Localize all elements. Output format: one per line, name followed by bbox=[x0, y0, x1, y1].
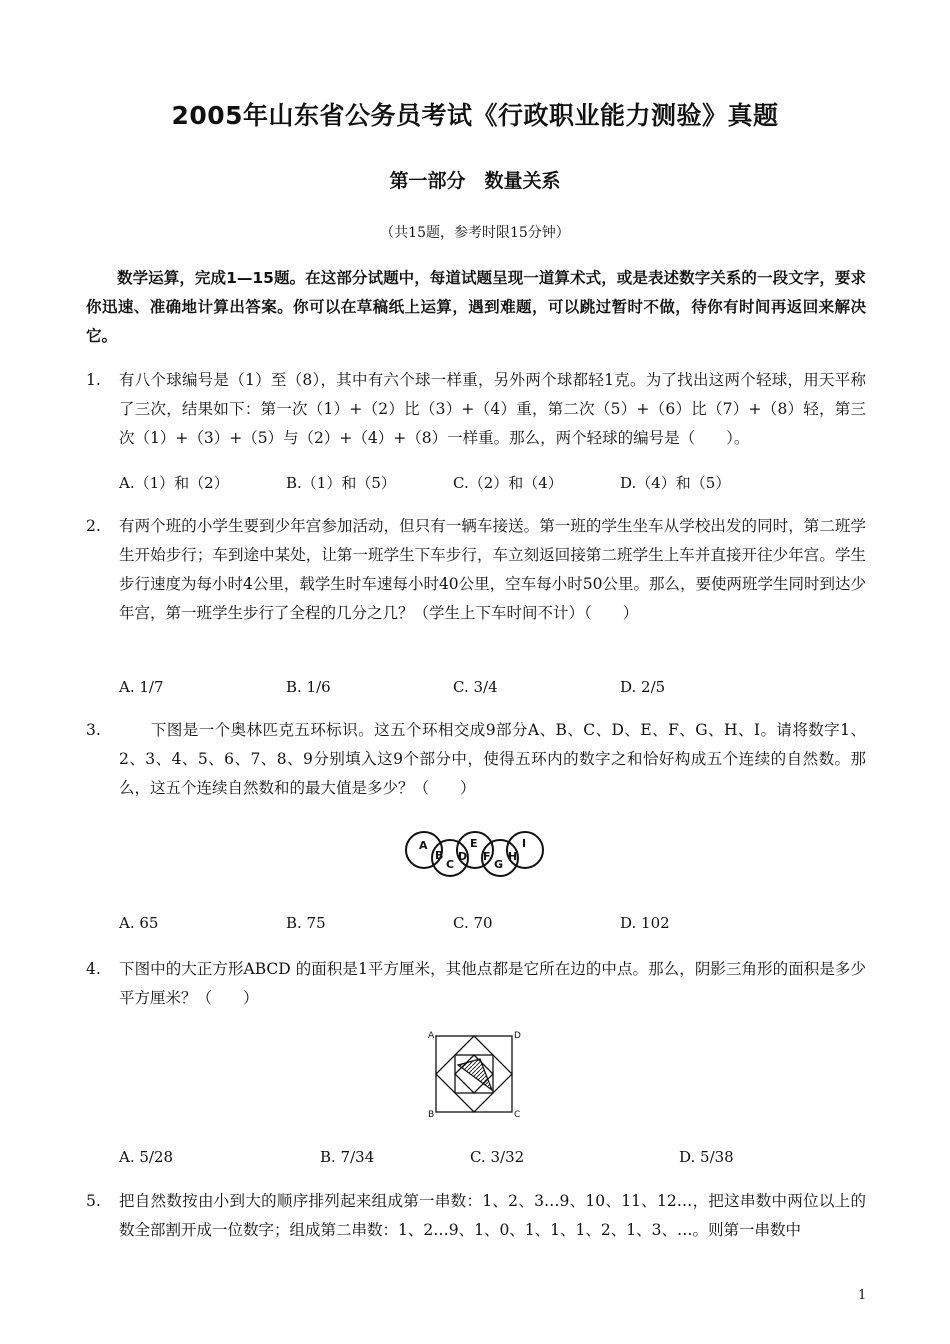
olympic-rings-figure bbox=[400, 822, 550, 882]
instructions: 数学运算，完成1—15题。在这部分试题中，每道试题呈现一道算术式，或是表述数字关系的一段文字，要求你迅速、准确地计算出答案。你可以在草稿纸上运算，遇到难题，可以跳过暂时不做，待你有时间再返回来解决它。 bbox=[86, 269, 866, 345]
ring-label-e: E bbox=[470, 837, 478, 850]
question-text: 把自然数按由小到大的顺序排列起来组成第一串数：1、2、3…9、10、11、12…，把这串数中两位以上的数全部割开成一位数字；组成第二串数：1、2…9、1、0、1、1、1、2、1、3、…。则第一串数中 bbox=[119, 1192, 866, 1239]
question-3 bbox=[86, 716, 866, 803]
question-4 bbox=[86, 955, 866, 1013]
question-5 bbox=[86, 1187, 866, 1245]
question-number: 3. bbox=[86, 721, 101, 739]
ring-label-b: B bbox=[435, 849, 444, 862]
option-d: D. 5/38 bbox=[679, 1148, 734, 1166]
ring-label-h: H bbox=[508, 850, 518, 863]
question-number: 1. bbox=[86, 371, 101, 389]
options-4 bbox=[119, 1148, 819, 1172]
options-3 bbox=[119, 914, 819, 938]
options-2 bbox=[119, 678, 819, 702]
option-b: B. 1/6 bbox=[286, 678, 331, 696]
option-b: B. 75 bbox=[286, 914, 326, 932]
shaded-triangle bbox=[458, 1059, 492, 1090]
option-d: D. 102 bbox=[620, 914, 670, 932]
square-figure bbox=[424, 1026, 524, 1120]
question-number: 2. bbox=[86, 517, 101, 535]
vertex-label-d: D bbox=[514, 1031, 521, 1041]
ring-label-g: G bbox=[494, 858, 504, 871]
question-2 bbox=[86, 512, 866, 628]
time-note: （共15题，参考时限15分钟） bbox=[380, 225, 570, 241]
vertex-label-b: B bbox=[428, 1110, 435, 1120]
option-b: B. 7/34 bbox=[320, 1148, 375, 1166]
option-a: A.（1）和（2） bbox=[119, 474, 229, 492]
ring-label-d: D bbox=[458, 850, 468, 863]
question-text: 有八个球编号是（1）至（8），其中有六个球一样重，另外两个球都轻1克。为了找出这两个轻球，用天平称了三次，结果如下：第一次（1）+（2）比（3）+（4）重，第二次（5）+（6）比（7）+（8）轻，第三次（1）+（3）+（5）与（2）+（4）+（8）一样重。那么，两个轻球的编号是（ ）。 bbox=[119, 371, 866, 447]
option-d: D.（4）和（5） bbox=[620, 474, 731, 492]
ring-label-i: I bbox=[522, 837, 527, 850]
option-c: C.（2）和（4） bbox=[453, 474, 563, 492]
option-b: B.（1）和（5） bbox=[286, 474, 396, 492]
question-text: 下图是一个奥林匹克五环标识。这五个环相交成9部分A、B、C、D、E、F、G、H、I。请将数字1、2、3、4、5、6、7、8、9分别填入这9个部分中，使得五环内的数字之和恰好构成五个连续的自然数。那么，这五个连续自然数和的最大值是多少？（ ） bbox=[119, 721, 866, 797]
options-1 bbox=[119, 472, 819, 496]
vertex-label-a: A bbox=[428, 1031, 435, 1041]
vertex-label-c: C bbox=[514, 1110, 521, 1120]
option-c: C. 3/32 bbox=[470, 1148, 525, 1166]
question-number: 4. bbox=[86, 960, 101, 978]
option-a: A. 1/7 bbox=[119, 678, 164, 696]
page-number: 1 bbox=[858, 1288, 867, 1303]
section-title: 第一部分 数量关系 bbox=[389, 170, 561, 192]
question-number: 5. bbox=[86, 1192, 101, 1210]
ring-label-c: C bbox=[446, 858, 455, 871]
option-c: C. 3/4 bbox=[453, 678, 498, 696]
ring-label-f: F bbox=[483, 850, 491, 863]
question-text: 有两个班的小学生要到少年宫参加活动，但只有一辆车接送。第一班的学生坐车从学校出发的同时，第二班学生开始步行；车到途中某处，让第一班学生下车步行，车立刻返回接第二班学生上车并直接开往少年宫。学生步行速度为每小时4公里，载学生时车速每小时40公里，空车每小时50公里。那么，要使两班学生同时到达少年宫，第一班学生步行了全程的几分之几？（学生上下车时间不计）（ ） bbox=[119, 517, 866, 622]
option-a: A. 65 bbox=[119, 914, 159, 932]
document-title: 2005年山东省公务员考试《行政职业能力测验》真题 bbox=[171, 101, 779, 130]
option-d: D. 2/5 bbox=[620, 678, 666, 696]
question-1 bbox=[86, 366, 866, 453]
ring-label-a: A bbox=[419, 839, 428, 852]
question-text: 下图中的大正方形ABCD 的面积是1平方厘米，其他点都是它所在边的中点。那么，阴影三角形的面积是多少平方厘米？（ ） bbox=[119, 960, 866, 1007]
option-a: A. 5/28 bbox=[119, 1148, 174, 1166]
option-c: C. 70 bbox=[453, 914, 493, 932]
